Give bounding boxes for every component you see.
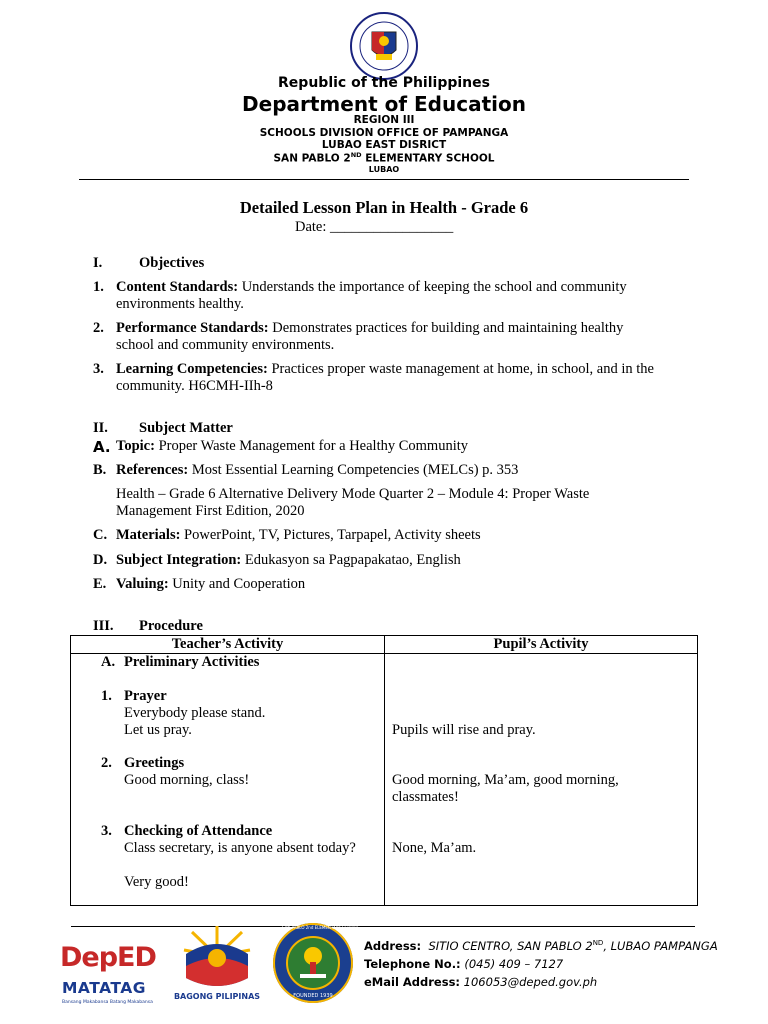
- school-seal: [272, 922, 359, 1004]
- date-label: Date: _________________: [295, 219, 454, 235]
- pupil-prayer: Pupils will rise and pray.: [392, 722, 536, 738]
- subject-item-materials: C. Materials: PowerPoint, TV, Pictures, Tarpapel, Activity sheets: [93, 527, 481, 543]
- greetings-label: Greetings: [124, 755, 185, 771]
- objective-item: 2. Performance Standards: Demonstrates practices for building and maintaining healthy school and community environments.: [93, 320, 624, 353]
- objectives-numeral: I.: [93, 255, 103, 271]
- town-line: LUBAO: [368, 165, 400, 174]
- footer-email: eMail Address: 106053@deped.gov.ph: [364, 975, 598, 989]
- school-seal-text-bottom: FOUNDED 1939: [293, 993, 333, 999]
- sun-icon: [170, 920, 264, 992]
- attendance-label: Checking of Attendance: [124, 823, 273, 839]
- footer-telephone: Telephone No.: (045) 409 – 7127: [364, 957, 564, 971]
- region-line: REGION III: [353, 114, 415, 126]
- preliminary-activities: Preliminary Activities: [124, 654, 260, 670]
- bagong-pilipinas-logo: [170, 920, 264, 1004]
- footer-divider: [71, 926, 695, 927]
- matatag-wordmark: MATATAG: [62, 979, 146, 997]
- teacher-column-header: Teacher’s Activity: [71, 636, 385, 654]
- subject-item-reference-cont: Health – Grade 6 Alternative Delivery Mode Quarter 2 – Module 4: Proper Waste Management First Edition, 2020: [116, 486, 590, 519]
- procedure-table: [70, 635, 698, 906]
- objective-item: 3. Learning Competencies: Practices proper waste management at home, in school, and in the community. H6CMH-IIh-8: [93, 361, 654, 394]
- teacher-activity-cell: A. Preliminary Activities 1. Prayer Everybody please stand. Let us pray. 2. Greetings Good morning, class! 3. Checking of Attendance Class secretary, is anyone absent today? Very good!: [71, 654, 385, 906]
- deped-seal: [346, 12, 422, 80]
- republic-line: Republic of the Philippines: [278, 75, 490, 91]
- subject-item-topic: A. Topic: Proper Waste Management for a Healthy Community: [93, 438, 469, 456]
- deped-wordmark: DepED: [60, 942, 156, 973]
- lesson-title: Detailed Lesson Plan in Health - Grade 6: [239, 198, 529, 217]
- subject-numeral: II.: [93, 420, 108, 436]
- department-title: Department of Education: [242, 92, 526, 116]
- objectives-heading: Objectives: [139, 255, 205, 271]
- pupil-column-header: Pupil’s Activity: [385, 636, 698, 654]
- matatag-tagline: Bansang Makabansa Batang Makabansa: [62, 1000, 153, 1005]
- objective-item: 1. Content Standards: Understands the importance of keeping the school and community environments healthy.: [93, 279, 627, 312]
- subject-item-integration: D. Subject Integration: Edukasyon sa Pagpapakatao, English: [93, 552, 461, 568]
- prayer-label: Prayer: [124, 688, 167, 704]
- procedure-numeral: III.: [93, 618, 114, 634]
- deped-matatag-logo: [58, 942, 162, 1008]
- bagong-pilipinas-text: BAGONG PILIPINAS: [173, 992, 261, 1001]
- subject-item-references: B. References: Most Essential Learning Competencies (MELCs) p. 353: [93, 462, 519, 478]
- school-seal-text-top: SAN PABLO 2nd ELEMENTARY SCHOOL: [282, 925, 359, 930]
- footer-address: Address: SITIO CENTRO, SAN PABLO 2ND, LUBAO PAMPANGA: [364, 939, 718, 953]
- division-line: SCHOOLS DIVISION OFFICE OF PAMPANGA: [259, 127, 509, 139]
- pupil-activity-cell: Pupils will rise and pray. Good morning, Ma’am, good morning, classmates! None, Ma’am.: [385, 654, 698, 906]
- school-line: SAN PABLO 2ND ELEMENTARY SCHOOL: [273, 151, 495, 165]
- subject-heading: Subject Matter: [139, 420, 233, 436]
- pupil-greeting: Good morning, Ma’am, good morning,: [392, 772, 619, 788]
- procedure-heading: Procedure: [139, 618, 203, 634]
- header-divider: [79, 179, 689, 180]
- pupil-attendance: None, Ma’am.: [392, 840, 477, 856]
- subject-item-valuing: E. Valuing: Unity and Cooperation: [93, 576, 306, 592]
- district-line: LUBAO EAST DISRICT: [321, 139, 447, 151]
